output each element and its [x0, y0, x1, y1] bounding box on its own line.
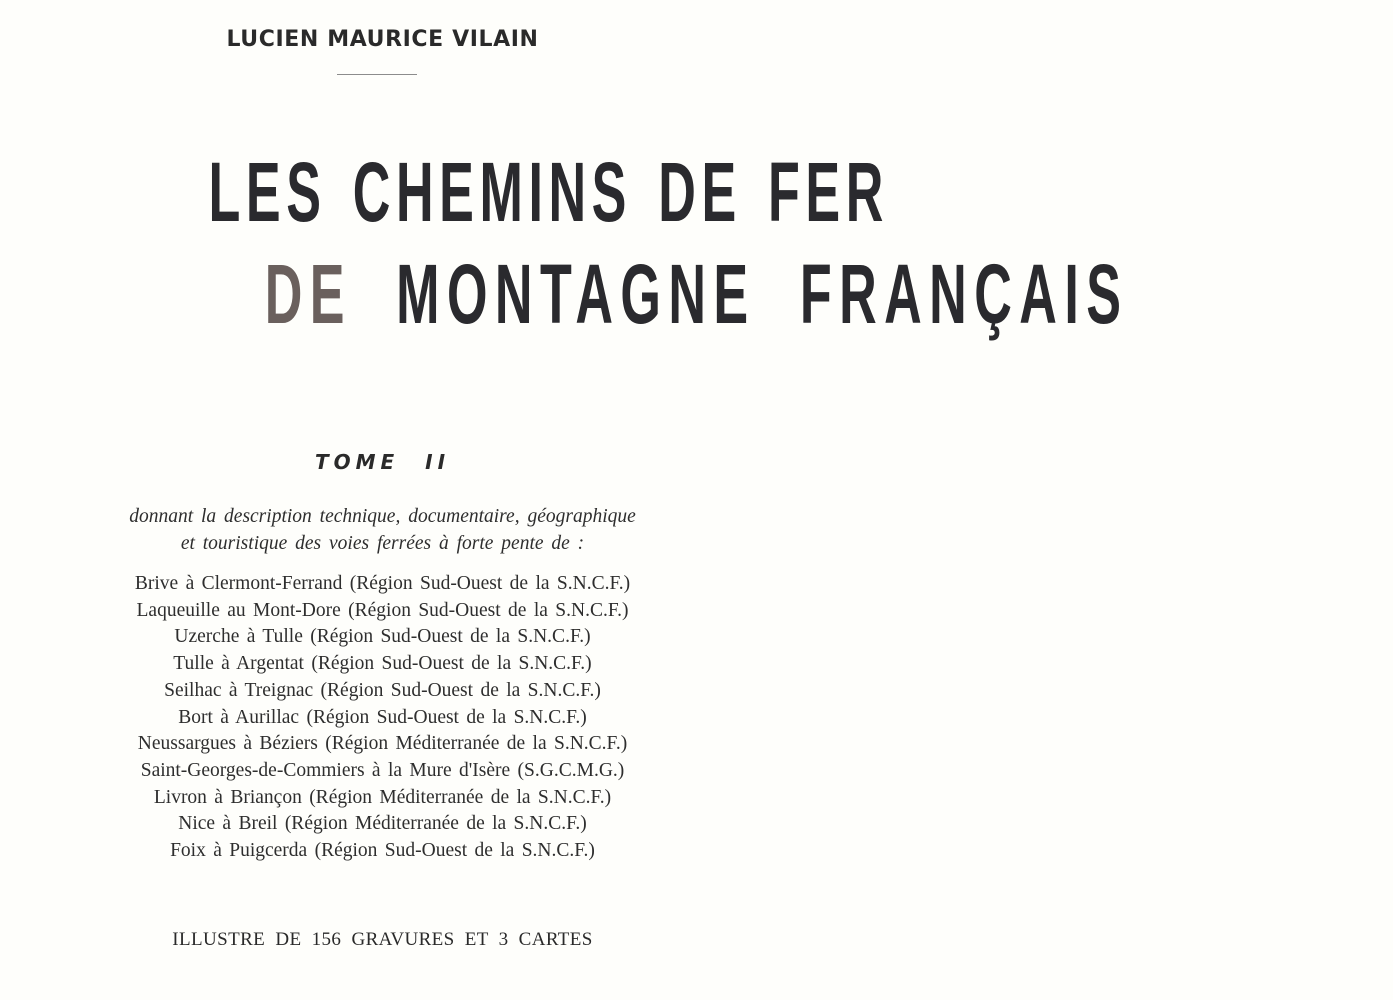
route-item: Tulle à Argentat (Région Sud-Ouest de la S.N.C.F.) [173, 653, 592, 675]
author-name: LUCIEN MAURICE VILAIN [226, 27, 539, 52]
volume-label: TOME II [314, 450, 451, 474]
route-item: Nice à Breil (Région Méditerranée de la S.N.C.F.) [178, 813, 587, 835]
route-item: Foix à Puigcerda (Région Sud-Ouest de la S.N.C.F.) [170, 840, 595, 862]
illustrations-note: ILLUSTRE DE 156 GRAVURES ET 3 CARTES [172, 929, 593, 950]
title-line-2-text [264, 247, 1129, 341]
route-item: Brive à Clermont-Ferrand (Région Sud-Ouest de la S.N.C.F.) [134, 573, 631, 594]
title-line-2-prefix: DE [264, 247, 352, 341]
subtitle [0, 503, 765, 557]
route-item: Laqueuille au Mont-Dore (Région Sud-Ouest de la S.N.C.F.) [136, 599, 629, 621]
route-item: Saint-Georges-de-Commiers à la Mure d'Isère (S.G.C.M.G.) [140, 759, 625, 781]
subtitle-line-1: donnant la description technique, documentaire, géographique [129, 506, 636, 527]
title-line-1-text: LES CHEMINS DE FER [208, 145, 889, 239]
title-line-1 [0, 145, 889, 239]
separator-rule [337, 74, 417, 75]
title-line-2 [0, 247, 1129, 341]
route-item: Livron à Briançon (Région Méditerranée de la S.N.C.F.) [153, 786, 612, 808]
route-item: Neussargues à Béziers (Région Méditerranée de la S.N.C.F.) [137, 733, 628, 755]
title-line-2-rest: MONTAGNE FRANÇAIS [396, 247, 1129, 341]
subtitle-line-2: et touristique des voies ferrées à forte pente de : [180, 533, 585, 554]
route-item: Seilhac à Treignac (Région Sud-Ouest de la S.N.C.F.) [164, 679, 601, 701]
route-item: Bort à Aurillac (Région Sud-Ouest de la S.N.C.F.) [178, 706, 587, 728]
route-item: Uzerche à Tulle (Région Sud-Ouest de la S.N.C.F.) [174, 626, 591, 648]
routes-list [0, 571, 765, 865]
